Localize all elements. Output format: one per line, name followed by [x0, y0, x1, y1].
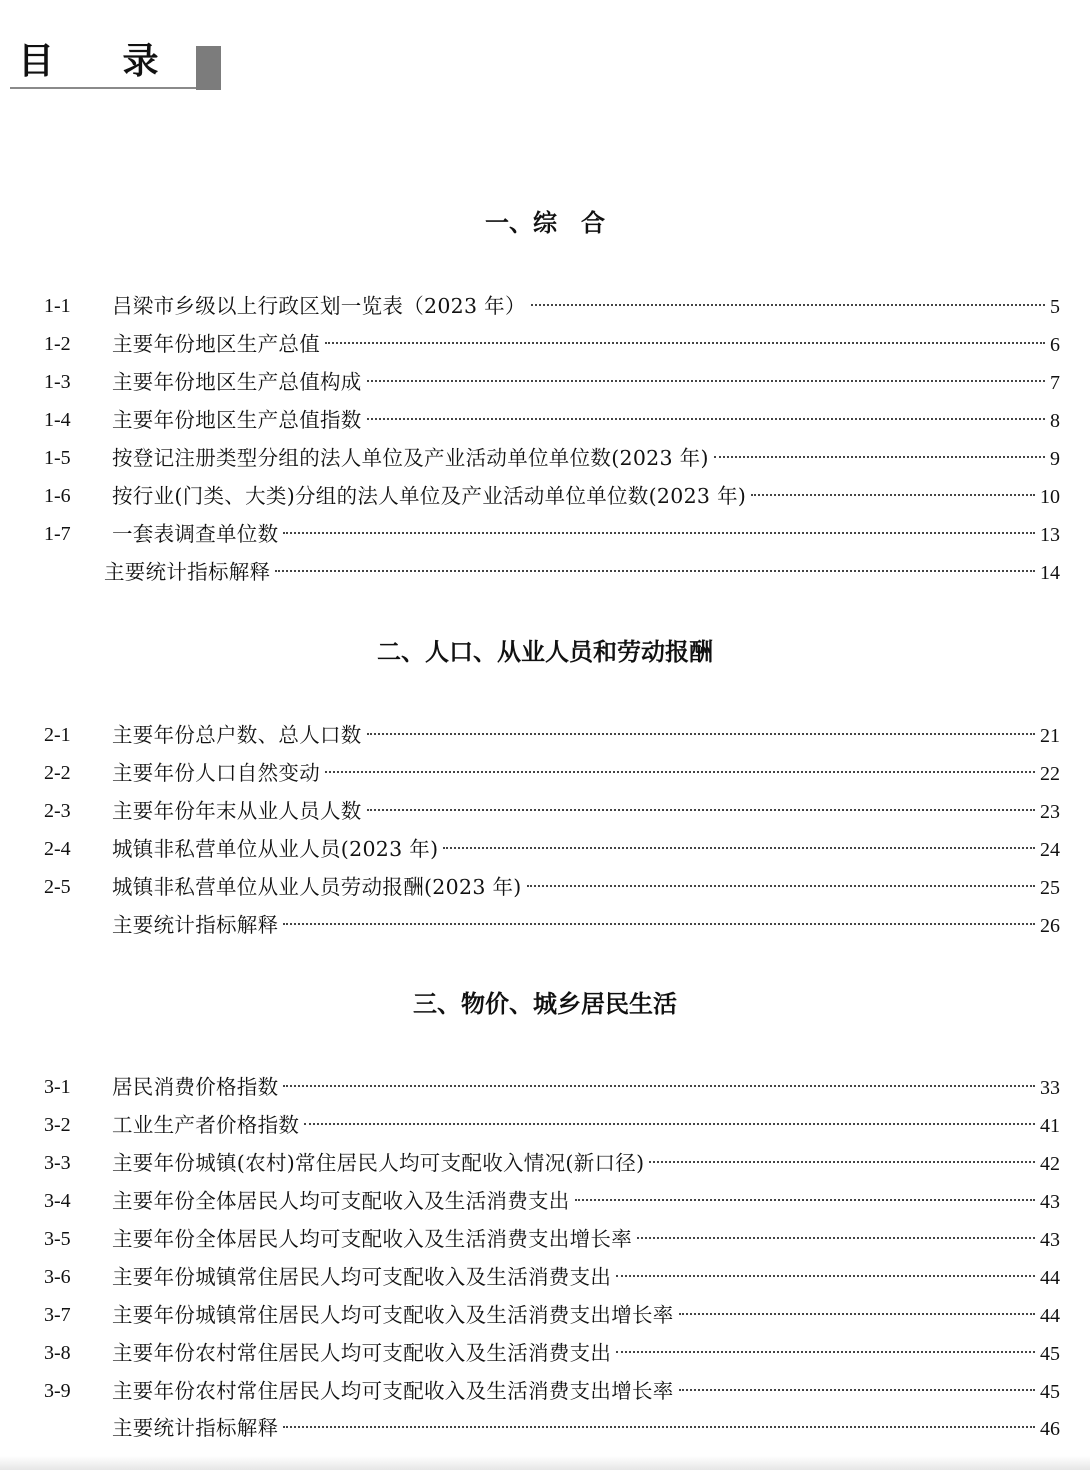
entry-title: 主要年份农村常住居民人均可支配收入及生活消费支出	[112, 1341, 612, 1365]
entry-title: 一套表调查单位数	[112, 522, 279, 546]
entry-number: 1-6	[44, 485, 71, 507]
entry-title: 吕梁市乡级以上行政区划一览表（2023 年）	[112, 294, 526, 318]
entry-page-number: 22	[1040, 763, 1060, 785]
dot-leader	[679, 1313, 1035, 1315]
dot-leader	[304, 1123, 1035, 1125]
toc-entry[interactable]	[0, 834, 1090, 864]
toc-entry[interactable]	[0, 1224, 1090, 1254]
entry-title: 主要统计指标解释	[112, 913, 279, 937]
entry-title: 城镇非私营单位从业人员劳动报酬(2023 年)	[112, 875, 522, 899]
entry-title: 主要年份农村常住居民人均可支配收入及生活消费支出增长率	[112, 1379, 674, 1403]
entry-page-number: 6	[1050, 334, 1060, 356]
entry-number: 2-5	[44, 876, 71, 898]
dot-leader	[367, 733, 1035, 735]
entry-page-number: 26	[1040, 915, 1060, 937]
dot-leader	[283, 532, 1035, 534]
entry-title: 主要年份城镇常住居民人均可支配收入及生活消费支出增长率	[112, 1303, 674, 1327]
dot-leader	[531, 304, 1045, 306]
entry-title: 主要年份地区生产总值	[112, 332, 320, 356]
entry-page-number: 43	[1040, 1191, 1060, 1213]
entry-title: 主要年份总户数、总人口数	[112, 723, 362, 747]
entry-number: 1-4	[44, 409, 71, 431]
entry-number: 1-5	[44, 447, 71, 469]
entry-page-number: 21	[1040, 725, 1060, 747]
entry-page-number: 45	[1040, 1343, 1060, 1365]
entry-title: 主要年份城镇常住居民人均可支配收入及生活消费支出	[112, 1265, 612, 1289]
toc-header	[10, 40, 222, 90]
dot-leader	[283, 1426, 1035, 1428]
toc-entry[interactable]	[0, 367, 1090, 397]
toc-entry[interactable]	[0, 720, 1090, 750]
toc-entry[interactable]	[0, 796, 1090, 826]
toc-entry[interactable]	[0, 910, 1090, 940]
entry-number: 3-4	[44, 1190, 71, 1212]
section-heading-2: 二、人口、从业人员和劳动报酬	[377, 638, 713, 666]
entry-page-number: 46	[1040, 1418, 1060, 1440]
entry-page-number: 33	[1040, 1077, 1060, 1099]
dot-leader	[637, 1237, 1035, 1239]
entry-page-number: 7	[1050, 372, 1060, 394]
entry-title: 城镇非私营单位从业人员(2023 年)	[112, 837, 439, 861]
entry-page-number: 10	[1040, 486, 1060, 508]
entry-page-number: 8	[1050, 410, 1060, 432]
entry-number: 3-1	[44, 1076, 71, 1098]
toc-entry[interactable]	[0, 1110, 1090, 1140]
dot-leader	[325, 342, 1045, 344]
dot-leader	[367, 380, 1045, 382]
entry-number: 2-2	[44, 762, 71, 784]
entry-page-number: 23	[1040, 801, 1060, 823]
dot-leader	[616, 1351, 1035, 1353]
entry-title: 主要统计指标解释	[112, 1416, 279, 1440]
entry-title: 居民消费价格指数	[112, 1075, 279, 1099]
entry-page-number: 24	[1040, 839, 1060, 861]
entry-number: 2-1	[44, 724, 71, 746]
toc-entry[interactable]	[0, 291, 1090, 321]
toc-entry[interactable]	[0, 1186, 1090, 1216]
entry-number: 3-5	[44, 1228, 71, 1250]
toc-entry[interactable]	[0, 557, 1090, 587]
dot-leader	[616, 1275, 1035, 1277]
entry-number: 3-6	[44, 1266, 71, 1288]
entry-number: 2-3	[44, 800, 71, 822]
entry-title: 按行业(门类、大类)分组的法人单位及产业活动单位单位数(2023 年)	[112, 484, 747, 508]
entry-title: 按登记注册类型分组的法人单位及产业活动单位单位数(2023 年)	[112, 446, 709, 470]
entry-number: 3-9	[44, 1380, 71, 1402]
entry-number: 3-2	[44, 1114, 71, 1136]
entry-title: 主要年份地区生产总值构成	[112, 370, 362, 394]
dot-leader	[649, 1161, 1035, 1163]
entry-title: 主要年份全体居民人均可支配收入及生活消费支出增长率	[112, 1227, 632, 1251]
toc-entry[interactable]	[0, 1413, 1090, 1443]
entry-page-number: 45	[1040, 1381, 1060, 1403]
entry-page-number: 44	[1040, 1305, 1060, 1327]
dot-leader	[275, 570, 1035, 572]
dot-leader	[527, 885, 1035, 887]
dot-leader	[367, 809, 1035, 811]
entry-number: 3-8	[44, 1342, 71, 1364]
dot-leader	[283, 923, 1035, 925]
entry-number: 3-7	[44, 1304, 71, 1326]
entry-page-number: 5	[1050, 296, 1060, 318]
entry-title: 主要统计指标解释	[104, 560, 271, 584]
toc-entry[interactable]	[0, 405, 1090, 435]
toc-title: 目 录	[18, 41, 187, 82]
entry-number: 1-1	[44, 295, 71, 317]
section-heading-1: 一、综 合	[485, 209, 605, 237]
toc-entry[interactable]	[0, 519, 1090, 549]
entry-title: 工业生产者价格指数	[112, 1113, 300, 1137]
entry-page-number: 42	[1040, 1153, 1060, 1175]
page-bottom-shadow	[0, 1456, 1090, 1470]
toc-title-underline	[10, 87, 196, 89]
dot-leader	[283, 1085, 1035, 1087]
toc-entry[interactable]	[0, 1262, 1090, 1292]
entry-page-number: 25	[1040, 877, 1060, 899]
entry-title: 主要年份年末从业人员人数	[112, 799, 362, 823]
toc-entry[interactable]	[0, 1148, 1090, 1178]
toc-entry[interactable]	[0, 1376, 1090, 1406]
toc-entry[interactable]	[0, 758, 1090, 788]
toc-title-block-decoration	[196, 46, 221, 90]
entry-title: 主要年份地区生产总值指数	[112, 408, 362, 432]
toc-entry[interactable]	[0, 872, 1090, 902]
entry-number: 1-3	[44, 371, 71, 393]
entry-title: 主要年份全体居民人均可支配收入及生活消费支出	[112, 1189, 570, 1213]
entry-number: 3-3	[44, 1152, 71, 1174]
entry-page-number: 41	[1040, 1115, 1060, 1137]
dot-leader	[714, 456, 1045, 458]
entry-page-number: 9	[1050, 448, 1060, 470]
toc-entry[interactable]	[0, 329, 1090, 359]
dot-leader	[443, 847, 1035, 849]
entry-title: 主要年份人口自然变动	[112, 761, 320, 785]
toc-entry[interactable]	[0, 1338, 1090, 1368]
dot-leader	[575, 1199, 1035, 1201]
entry-page-number: 43	[1040, 1229, 1060, 1251]
entry-page-number: 14	[1040, 562, 1060, 584]
section-heading-3: 三、物价、城乡居民生活	[413, 990, 677, 1018]
toc-entry[interactable]	[0, 443, 1090, 473]
entry-page-number: 13	[1040, 524, 1060, 546]
toc-entry[interactable]	[0, 1072, 1090, 1102]
entry-number: 1-2	[44, 333, 71, 355]
entry-title: 主要年份城镇(农村)常住居民人均可支配收入情况(新口径)	[112, 1151, 645, 1175]
dot-leader	[325, 771, 1035, 773]
dot-leader	[367, 418, 1045, 420]
entry-page-number: 44	[1040, 1267, 1060, 1289]
dot-leader	[679, 1389, 1035, 1391]
dot-leader	[751, 494, 1035, 496]
toc-entry[interactable]	[0, 1300, 1090, 1330]
entry-number: 2-4	[44, 838, 71, 860]
toc-entry[interactable]	[0, 481, 1090, 511]
entry-number: 1-7	[44, 523, 71, 545]
